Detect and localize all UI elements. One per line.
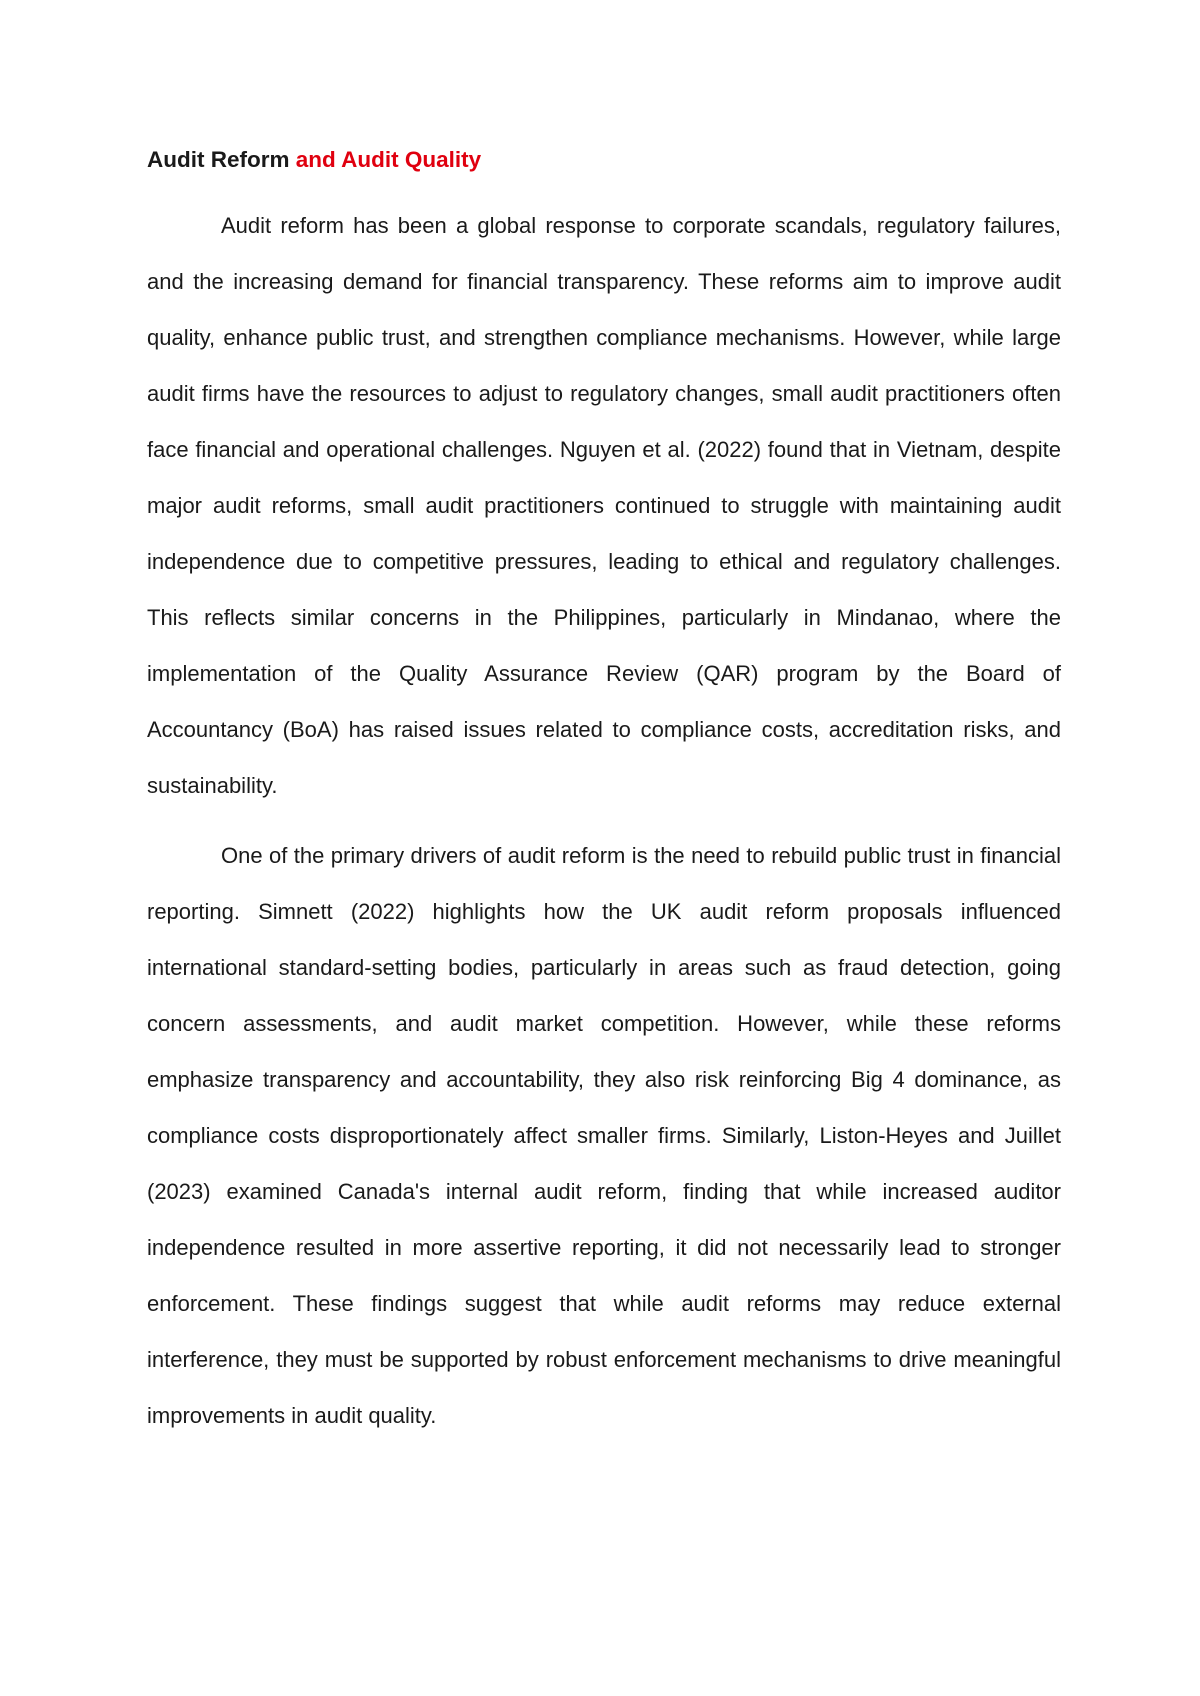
title-highlight: and Audit Quality — [295, 147, 482, 172]
title-main: Audit Reform — [147, 147, 290, 172]
document-body — [147, 136, 1061, 1444]
paragraph-2: One of the primary drivers of audit reform is the need to rebuild public trust in financial reporting. Simnett (2022) highlights how the UK audit reform proposals influenced international standard-setting bodies, particularly in areas such as fraud detection, going concern assessments, and audit market competition. However, while these reforms emphasize transparency and accountability, they also risk reinforcing Big 4 dominance, as compliance costs disproportionately affect smaller firms. Similarly, Liston-Heyes and Juillet (2023) examined Canada's internal audit reform, finding that while increased auditor independence resulted in more assertive reporting, it did not necessarily lead to stronger enforcement. These findings suggest that while audit reforms may reduce external interference, they must be supported by robust enforcement mechanisms to drive meaningful improvements in audit quality. — [147, 843, 1061, 1428]
document-title — [147, 136, 1061, 184]
paragraph-1: Audit reform has been a global response to corporate scandals, regulatory failures, and the increasing demand for financial transparency. These reforms aim to improve audit quality, enhance public trust, and strengthen compliance mechanisms. However, while large audit firms have the resources to adjust to regulatory changes, small audit practitioners often face financial and operational challenges. Nguyen et al. (2022) found that in Vietnam, despite major audit reforms, small audit practitioners continued to struggle with maintaining audit independence due to competitive pressures, leading to ethical and regulatory challenges. This reflects similar concerns in the Philippines, particularly in Mindanao, where the implementation of the Quality Assurance Review (QAR) program by the Board of Accountancy (BoA) has raised issues related to compliance costs, accreditation risks, and sustainability. — [147, 213, 1061, 798]
